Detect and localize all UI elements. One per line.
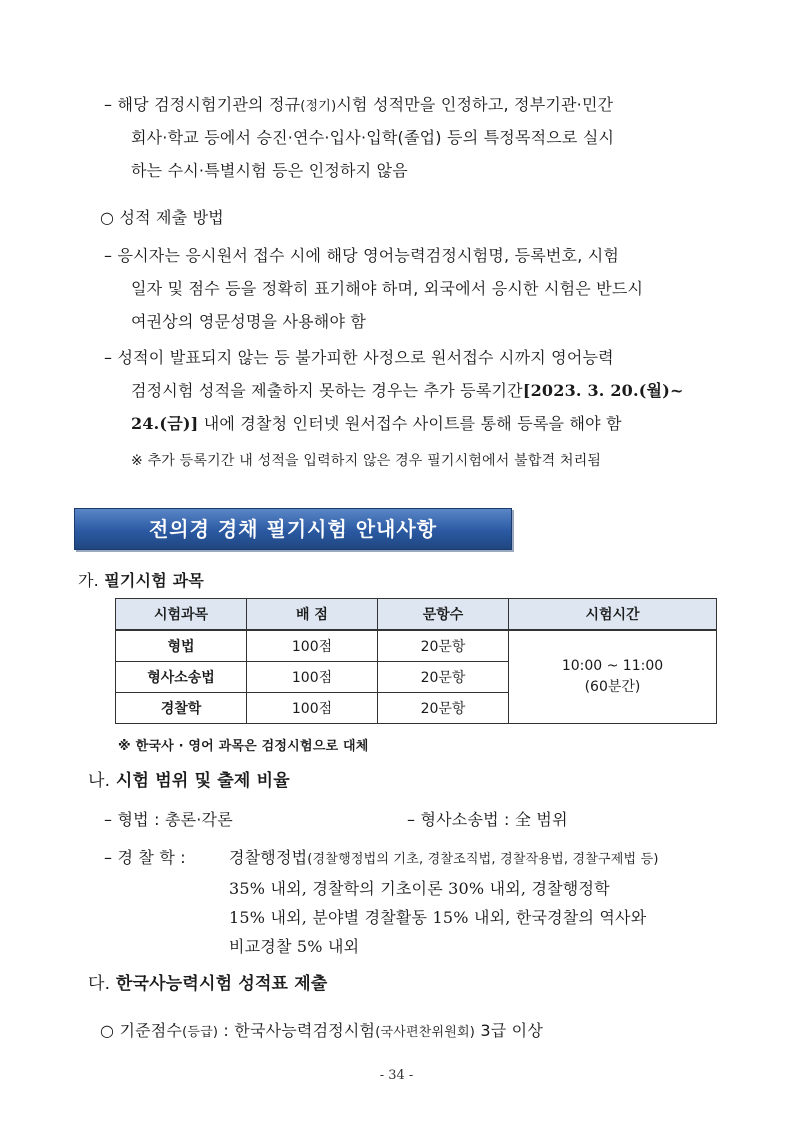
count-cell: 20문항 <box>378 662 509 693</box>
exam-subjects-table <box>115 598 717 724</box>
table-note: ※ 한국사 · 영어 과목은 검정시험으로 대체 <box>118 739 369 754</box>
time-range: 10:00 ~ 11:00 <box>561 658 664 674</box>
scope-police-line1: 경찰행정법(경찰행정법의 기초, 경찰조직법, 경찰작용법, 경찰구제법 등) <box>229 848 659 867</box>
score-cell: 100점 <box>247 662 378 693</box>
submit-method-heading: ○ 성적 제출 방법 <box>100 208 224 227</box>
subject-cell: 형법 <box>116 630 247 662</box>
para1-line2: 회사·학교 등에서 승진·연수·입사·입학(졸업) 등의 특정목적으로 실시 <box>131 128 615 147</box>
scope-police-line2: 35% 내외, 경찰학의 기초이론 30% 내외, 경찰행정학 <box>229 879 610 898</box>
time-duration: (60분간) <box>584 679 641 695</box>
scope-police-label: – 경 찰 학 : <box>104 848 186 867</box>
section-ga-heading: 가. 필기시험 과목 <box>78 571 204 590</box>
scope-police-line3: 15% 내외, 분야별 경찰활동 15% 내외, 한국경찰의 역사와 <box>229 908 647 927</box>
para2-line1: – 응시자는 응시원서 접수 시에 해당 영어능력검정시험명, 등록번호, 시험 <box>104 246 620 265</box>
score-cell: 100점 <box>247 693 378 724</box>
para1-line3: 하는 수시·특별시험 등은 인정하지 않음 <box>131 161 408 180</box>
count-cell: 20문항 <box>378 693 509 724</box>
page-number: - 34 - <box>379 1068 414 1083</box>
header-score: 배 점 <box>247 599 378 631</box>
para3-line3: 24.(금)] 내에 경찰청 인터넷 원서접수 사이트를 통해 등록을 해야 함 <box>131 414 622 433</box>
para3-line1: – 성적이 발표되지 않는 등 불가피한 사정으로 원서접수 시까지 영어능력 <box>104 348 614 367</box>
count-cell: 20문항 <box>378 630 509 662</box>
table-row <box>116 630 717 662</box>
para1-line1: – 해당 검정시험기관의 정규(정기)시험 성적만을 인정하고, 정부기관·민간 <box>104 95 614 114</box>
section-na-heading: 나. 시험 범위 및 출제 비율 <box>88 771 290 791</box>
scope-police-line4: 비교경찰 5% 내외 <box>229 937 360 956</box>
subject-cell: 형사소송법 <box>116 662 247 693</box>
subject-cell: 경찰학 <box>116 693 247 724</box>
header-subject: 시험과목 <box>116 599 247 631</box>
header-count: 문항수 <box>378 599 509 631</box>
header-time: 시험시간 <box>509 599 717 631</box>
score-cell: 100점 <box>247 630 378 662</box>
scope-criminal-procedure: – 형사소송법 : 全 범위 <box>407 810 568 829</box>
section-da-heading: 다. 한국사능력시험 성적표 제출 <box>88 974 328 994</box>
time-cell <box>509 630 717 724</box>
standard-score-line: ○ 기준점수(등급) : 한국사능력검정시험(국사편찬위원회) 3급 이상 <box>100 1021 543 1040</box>
scope-criminal-law: – 형법 : 총론·각론 <box>104 810 233 829</box>
para2-line3: 여권상의 영문성명을 사용해야 함 <box>131 312 367 331</box>
additional-registration-note: ※ 추가 등록기간 내 성적을 입력하지 않은 경우 필기시험에서 불합격 처리됨 <box>131 453 602 469</box>
table-header-row <box>116 599 717 631</box>
para3-line2: 검정시험 성적을 제출하지 못하는 경우는 추가 등록기간[2023. 3. 20.(월)~ <box>131 381 684 400</box>
section-banner: 전의경 경채 필기시험 안내사항 <box>74 508 512 550</box>
para2-line2: 일자 및 점수 등을 정확히 표기해야 하며, 외국에서 응시한 시험은 반드시 <box>131 279 644 298</box>
